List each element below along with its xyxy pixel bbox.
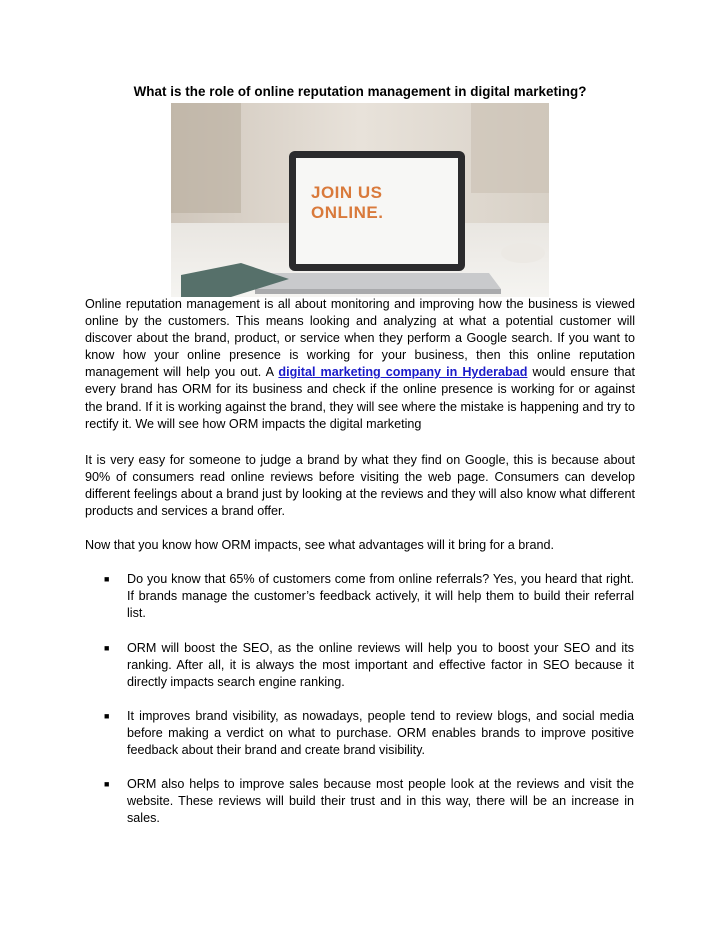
list-item-text: ORM also helps to improve sales because most people look at the reviews and visit the website. These reviews will build their trust and in this way, there will be an increase in sales. <box>127 777 634 826</box>
bullet-square-icon: ■ <box>104 643 110 653</box>
paragraph-intro <box>85 296 635 433</box>
list-item-text: ORM will boost the SEO, as the online reviews will help you to boost your SEO and its ranking. After all, it is always the most important and effective factor in SEO because it directly impacts search engine ranking. <box>127 641 634 690</box>
list-item-text: Do you know that 65% of customers come from online referrals? Yes, you heard that right. If brands manage the customer’s feedback actively, it will help them to build their referral list. <box>127 572 634 621</box>
bullet-square-icon: ■ <box>104 779 110 789</box>
bullet-square-icon: ■ <box>104 711 110 721</box>
bullet-square-icon: ■ <box>104 574 110 584</box>
page-title: What is the role of online reputation management in digital marketing? <box>133 84 587 99</box>
paragraph-intro-text-2: would ensure that every brand has ORM for its business and check if the online presence is working for or against the brand. If it is working against the brand, they will see where the mistake is happening and try to rectify it. We will see how ORM impacts the digital marketing <box>85 365 635 431</box>
list-item-text: It improves brand visibility, as nowadays, people tend to review blogs, and social media before making a verdict on what to purchase. ORM enables brands to improve positive feedback about their brand and create brand visibility. <box>127 709 634 758</box>
hyderabad-agency-link[interactable]: digital marketing company in Hyderabad <box>278 365 528 380</box>
paragraph-intro-text-1: Online reputation management is all about monitoring and improving how the business is viewed online by the customers. This means looking and analyzing at what a potential customer will discover about the brand, product, or service when they perform a Google search. If you want to know how your online presence is working for your business, then this online reputation management will help you out. A <box>85 297 635 380</box>
paragraph-advantages-intro: Now that you know how ORM impacts, see what advantages will it bring for a brand. <box>85 538 554 552</box>
hero-image <box>171 103 549 297</box>
laptop-screen-text: JOIN US ONLINE. <box>311 183 384 222</box>
paragraph-consumers: It is very easy for someone to judge a brand by what they find on Google, this is because about 90% of consumers read online reviews before visiting the web page. Consumers can develop different feelings about a brand just by looking at the reviews and they will also know what different products and services a brand offer. <box>85 453 635 519</box>
